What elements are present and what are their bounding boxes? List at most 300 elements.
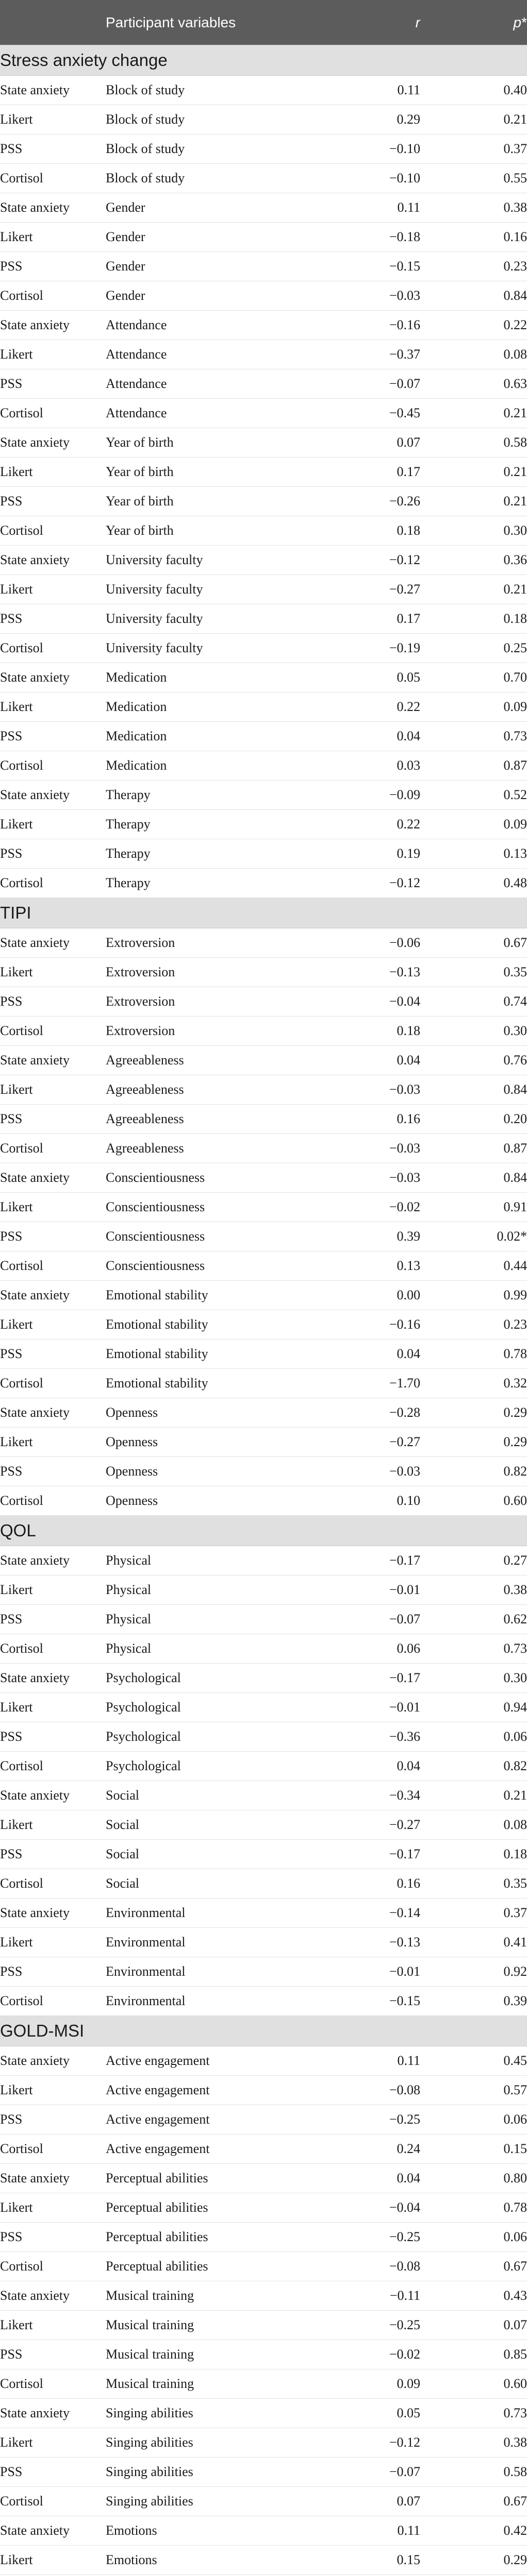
cell-participant-variable: Social [106, 1840, 322, 1869]
cell-r: −0.27 [322, 575, 420, 604]
cell-p: 0.84 [420, 1075, 527, 1105]
cell-r: −0.12 [322, 869, 420, 898]
table-row [0, 810, 527, 839]
table-row [0, 2252, 527, 2281]
cell-r: −0.02 [322, 2340, 420, 2369]
cell-p: 0.06 [420, 2223, 527, 2252]
cell-p: 0.63 [420, 369, 527, 399]
cell-r: −0.25 [322, 2223, 420, 2252]
cell-participant-variable: Emotional stability [106, 1340, 322, 1369]
section-title: GOLD-MSI [0, 2016, 527, 2046]
cell-p: 0.29 [420, 2546, 527, 2575]
cell-r: 0.22 [322, 692, 420, 722]
cell-participant-variable: University faculty [106, 575, 322, 604]
cell-r: −0.03 [322, 1163, 420, 1193]
cell-participant-variable: Attendance [106, 399, 322, 428]
cell-participant-variable: Conscientiousness [106, 1251, 322, 1281]
cell-participant-variable: University faculty [106, 546, 322, 575]
table-row [0, 1075, 527, 1105]
cell-measure: Likert [0, 1928, 106, 1957]
cell-p: 0.99 [420, 1281, 527, 1310]
cell-participant-variable: Gender [106, 193, 322, 223]
table-row [0, 928, 527, 958]
cell-participant-variable: Active engagement [106, 2076, 322, 2105]
cell-p: 0.25 [420, 634, 527, 663]
cell-r: 0.07 [322, 428, 420, 457]
cell-r: 0.11 [322, 193, 420, 223]
cell-p: 0.30 [420, 1664, 527, 1693]
table-row [0, 340, 527, 369]
table-row [0, 1781, 527, 1810]
cell-p: 0.67 [420, 2487, 527, 2516]
cell-measure: Cortisol [0, 2252, 106, 2281]
cell-p: 0.09 [420, 810, 527, 839]
cell-measure: PSS [0, 604, 106, 634]
table-row [0, 1546, 527, 1575]
cell-p: 0.38 [420, 2428, 527, 2458]
cell-participant-variable: Medication [106, 663, 322, 692]
cell-measure: Likert [0, 2311, 106, 2340]
cell-p: 0.87 [420, 1134, 527, 1163]
cell-r: −0.13 [322, 1928, 420, 1957]
cell-p: 0.27 [420, 1546, 527, 1575]
cell-measure: PSS [0, 987, 106, 1016]
table-row [0, 1428, 527, 1457]
table-row [0, 634, 527, 663]
cell-participant-variable: Medication [106, 722, 322, 751]
cell-r: −0.17 [322, 1546, 420, 1575]
cell-measure: State anxiety [0, 2046, 106, 2076]
cell-r: −0.28 [322, 1398, 420, 1428]
cell-p: 0.18 [420, 604, 527, 634]
cell-r: 0.04 [322, 2164, 420, 2193]
cell-measure: PSS [0, 487, 106, 516]
table-row [0, 2428, 527, 2458]
cell-r: 0.04 [322, 1046, 420, 1075]
header-p-star: * [521, 14, 527, 30]
cell-p: 0.39 [420, 1987, 527, 2016]
cell-p: 0.73 [420, 2399, 527, 2428]
cell-participant-variable: Extroversion [106, 1016, 322, 1046]
cell-measure: Cortisol [0, 751, 106, 781]
table-row [0, 1987, 527, 2016]
cell-p: 0.84 [420, 1163, 527, 1193]
cell-measure: Likert [0, 2546, 106, 2575]
table-row [0, 1163, 527, 1193]
cell-measure: State anxiety [0, 311, 106, 340]
table-row [0, 839, 527, 869]
cell-p: 0.21 [420, 105, 527, 134]
cell-p: 0.38 [420, 193, 527, 223]
cell-measure: Cortisol [0, 1251, 106, 1281]
cell-measure: Likert [0, 810, 106, 839]
cell-p: 0.35 [420, 958, 527, 987]
table-row [0, 2311, 527, 2340]
table-row [0, 2516, 527, 2546]
cell-r: −0.03 [322, 1134, 420, 1163]
cell-p: 0.13 [420, 839, 527, 869]
table-row [0, 1222, 527, 1251]
cell-r: 0.24 [322, 2134, 420, 2164]
cell-r: −0.09 [322, 781, 420, 810]
cell-p: 0.22 [420, 311, 527, 340]
cell-p: 0.35 [420, 1869, 527, 1899]
cell-p: 0.78 [420, 1340, 527, 1369]
table-row [0, 751, 527, 781]
cell-r: 0.11 [322, 2516, 420, 2546]
cell-measure: PSS [0, 1722, 106, 1752]
cell-r: 0.16 [322, 1105, 420, 1134]
cell-measure: PSS [0, 2223, 106, 2252]
cell-p: 0.94 [420, 1693, 527, 1722]
section-title: QOL [0, 1516, 527, 1546]
cell-p: 0.43 [420, 2281, 527, 2311]
cell-p: 0.45 [420, 2046, 527, 2076]
table-row [0, 399, 527, 428]
cell-measure: Cortisol [0, 634, 106, 663]
cell-participant-variable: Conscientiousness [106, 1193, 322, 1222]
cell-r: −0.07 [322, 1605, 420, 1634]
cell-r: −0.37 [322, 340, 420, 369]
table-row [0, 252, 527, 281]
cell-r: −0.17 [322, 1664, 420, 1693]
cell-p: 0.78 [420, 2193, 527, 2223]
cell-p: 0.36 [420, 546, 527, 575]
cell-measure: State anxiety [0, 2281, 106, 2311]
table-row [0, 604, 527, 634]
cell-measure: PSS [0, 2458, 106, 2487]
cell-p: 0.09 [420, 692, 527, 722]
section-title: TIPI [0, 898, 527, 928]
table-row [0, 2487, 527, 2516]
cell-participant-variable: Active engagement [106, 2134, 322, 2164]
table-row [0, 1281, 527, 1310]
cell-r: −0.02 [322, 1193, 420, 1222]
table-row [0, 2546, 527, 2575]
cell-p: 0.15 [420, 2134, 527, 2164]
cell-measure: Cortisol [0, 1369, 106, 1398]
cell-measure: PSS [0, 1222, 106, 1251]
cell-measure: Likert [0, 575, 106, 604]
cell-measure: PSS [0, 722, 106, 751]
cell-participant-variable: Emotional stability [106, 1281, 322, 1310]
cell-p: 0.40 [420, 76, 527, 105]
table-header-row [0, 0, 527, 45]
cell-measure: State anxiety [0, 1664, 106, 1693]
cell-p: 0.92 [420, 1957, 527, 1987]
table-row [0, 281, 527, 311]
cell-r: −0.45 [322, 399, 420, 428]
table-row [0, 869, 527, 898]
cell-p: 0.20 [420, 1105, 527, 1134]
cell-participant-variable: Year of birth [106, 487, 322, 516]
cell-measure: State anxiety [0, 928, 106, 958]
table-row [0, 2105, 527, 2134]
cell-p: 0.29 [420, 1428, 527, 1457]
cell-p: 0.07 [420, 2311, 527, 2340]
cell-p: 0.16 [420, 223, 527, 252]
table-row [0, 2076, 527, 2105]
cell-measure: PSS [0, 1105, 106, 1134]
cell-participant-variable: Block of study [106, 134, 322, 164]
cell-measure: Cortisol [0, 2134, 106, 2164]
cell-r: −0.03 [322, 281, 420, 311]
cell-measure: State anxiety [0, 1398, 106, 1428]
header-r: r [322, 0, 420, 45]
table-row [0, 1840, 527, 1869]
cell-participant-variable: Environmental [106, 1928, 322, 1957]
cell-measure: Cortisol [0, 1486, 106, 1516]
cell-measure: Likert [0, 1193, 106, 1222]
cell-r: 0.15 [322, 2546, 420, 2575]
cell-measure: Cortisol [0, 281, 106, 311]
cell-participant-variable: Environmental [106, 1987, 322, 2016]
cell-measure: State anxiety [0, 193, 106, 223]
cell-measure: State anxiety [0, 2516, 106, 2546]
cell-r: −0.36 [322, 1722, 420, 1752]
cell-r: 0.13 [322, 1251, 420, 1281]
table-row [0, 781, 527, 810]
table-row [0, 1369, 527, 1398]
cell-participant-variable: Emotional stability [106, 1310, 322, 1340]
cell-p: 0.18 [420, 1840, 527, 1869]
cell-r: 0.17 [322, 604, 420, 634]
header-p [420, 0, 527, 45]
cell-r: 0.11 [322, 2046, 420, 2076]
cell-p: 0.29 [420, 1398, 527, 1428]
table-row [0, 2399, 527, 2428]
cell-r: −0.18 [322, 223, 420, 252]
cell-r: −0.16 [322, 1310, 420, 1340]
cell-p: 0.08 [420, 340, 527, 369]
cell-r: −0.04 [322, 987, 420, 1016]
cell-p: 0.37 [420, 134, 527, 164]
cell-participant-variable: Singing abilities [106, 2487, 322, 2516]
cell-participant-variable: Emotional stability [106, 1369, 322, 1398]
table-row [0, 311, 527, 340]
cell-r: 0.04 [322, 722, 420, 751]
cell-measure: State anxiety [0, 2399, 106, 2428]
cell-r: 0.03 [322, 751, 420, 781]
cell-participant-variable: Openness [106, 1428, 322, 1457]
cell-r: 0.11 [322, 76, 420, 105]
cell-measure: State anxiety [0, 663, 106, 692]
table-row [0, 722, 527, 751]
table-row [0, 1340, 527, 1369]
table-row [0, 1899, 527, 1928]
cell-p: 0.21 [420, 1781, 527, 1810]
cell-participant-variable: Social [106, 1869, 322, 1899]
cell-p: 0.82 [420, 1752, 527, 1781]
cell-participant-variable: Therapy [106, 869, 322, 898]
cell-p: 0.44 [420, 1251, 527, 1281]
cell-participant-variable: Medication [106, 692, 322, 722]
cell-r: −0.06 [322, 928, 420, 958]
cell-p: 0.80 [420, 2164, 527, 2193]
table-row [0, 1957, 527, 1987]
cell-p: 0.30 [420, 516, 527, 546]
table-row [0, 2046, 527, 2076]
cell-participant-variable: Openness [106, 1486, 322, 1516]
cell-p: 0.91 [420, 1193, 527, 1222]
cell-participant-variable: Attendance [106, 340, 322, 369]
cell-measure: Likert [0, 2428, 106, 2458]
table-row [0, 1457, 527, 1486]
cell-r: 0.04 [322, 1752, 420, 1781]
cell-r: 0.19 [322, 839, 420, 869]
table-row [0, 2458, 527, 2487]
cell-participant-variable: Conscientiousness [106, 1222, 322, 1251]
cell-participant-variable: Active engagement [106, 2105, 322, 2134]
cell-measure: PSS [0, 1957, 106, 1987]
section-header-row [0, 45, 527, 76]
table-row [0, 1810, 527, 1840]
cell-participant-variable: Medication [106, 751, 322, 781]
cell-p: 0.70 [420, 663, 527, 692]
cell-measure: Cortisol [0, 1134, 106, 1163]
section-header-row [0, 1516, 527, 1546]
cell-participant-variable: Emotions [106, 2546, 322, 2575]
cell-p: 0.21 [420, 399, 527, 428]
table-row [0, 2281, 527, 2311]
cell-p: 0.37 [420, 1899, 527, 1928]
cell-p: 0.38 [420, 1575, 527, 1605]
cell-participant-variable: Perceptual abilities [106, 2193, 322, 2223]
cell-participant-variable: Emotions [106, 2516, 322, 2546]
table-row [0, 1693, 527, 1722]
cell-measure: PSS [0, 839, 106, 869]
table-row [0, 663, 527, 692]
cell-r: −0.17 [322, 1840, 420, 1869]
cell-r: −0.13 [322, 958, 420, 987]
cell-measure: Cortisol [0, 1752, 106, 1781]
cell-r: −0.25 [322, 2105, 420, 2134]
table-row [0, 958, 527, 987]
cell-participant-variable: Therapy [106, 781, 322, 810]
table-row [0, 546, 527, 575]
cell-participant-variable: Physical [106, 1605, 322, 1634]
cell-measure: State anxiety [0, 2164, 106, 2193]
cell-r: −0.14 [322, 1899, 420, 1928]
cell-measure: Likert [0, 1075, 106, 1105]
cell-r: 0.22 [322, 810, 420, 839]
cell-p: 0.57 [420, 2076, 527, 2105]
cell-p: 0.58 [420, 428, 527, 457]
cell-measure: Likert [0, 223, 106, 252]
table-row [0, 1105, 527, 1134]
cell-participant-variable: Singing abilities [106, 2399, 322, 2428]
table-row [0, 1664, 527, 1693]
cell-participant-variable: Openness [106, 1398, 322, 1428]
cell-participant-variable: Extroversion [106, 987, 322, 1016]
cell-measure: Cortisol [0, 1634, 106, 1664]
cell-measure: PSS [0, 1840, 106, 1869]
table-row [0, 1016, 527, 1046]
table-row [0, 575, 527, 604]
cell-r: −0.27 [322, 1810, 420, 1840]
cell-participant-variable: Psychological [106, 1752, 322, 1781]
cell-p: 0.73 [420, 722, 527, 751]
table-row [0, 164, 527, 193]
cell-participant-variable: Social [106, 1810, 322, 1840]
cell-r: −0.08 [322, 2252, 420, 2281]
cell-measure: State anxiety [0, 1281, 106, 1310]
cell-measure: Likert [0, 1428, 106, 1457]
cell-r: −1.70 [322, 1369, 420, 1398]
cell-participant-variable: Physical [106, 1546, 322, 1575]
table-body [0, 45, 527, 2576]
cell-participant-variable: Therapy [106, 810, 322, 839]
cell-measure: State anxiety [0, 1163, 106, 1193]
cell-participant-variable: Perceptual abilities [106, 2223, 322, 2252]
cell-participant-variable: Singing abilities [106, 2428, 322, 2458]
cell-p: 0.32 [420, 1369, 527, 1398]
cell-participant-variable: Agreeableness [106, 1134, 322, 1163]
table-row [0, 1486, 527, 1516]
cell-p: 0.21 [420, 457, 527, 487]
cell-r: 0.05 [322, 663, 420, 692]
cell-measure: Cortisol [0, 516, 106, 546]
cell-measure: Cortisol [0, 399, 106, 428]
cell-measure: PSS [0, 1457, 106, 1486]
cell-participant-variable: Environmental [106, 1957, 322, 1987]
table-row [0, 1722, 527, 1752]
cell-p: 0.82 [420, 1457, 527, 1486]
cell-p: 0.60 [420, 1486, 527, 1516]
cell-measure: PSS [0, 134, 106, 164]
cell-participant-variable: Agreeableness [106, 1046, 322, 1075]
cell-participant-variable: Gender [106, 281, 322, 311]
cell-measure: PSS [0, 252, 106, 281]
table-row [0, 1634, 527, 1664]
cell-measure: Cortisol [0, 869, 106, 898]
table-row [0, 2223, 527, 2252]
cell-r: −0.07 [322, 2458, 420, 2487]
cell-participant-variable: Extroversion [106, 928, 322, 958]
cell-measure: Likert [0, 105, 106, 134]
cell-measure: Cortisol [0, 1869, 106, 1899]
cell-p: 0.21 [420, 575, 527, 604]
cell-participant-variable: Gender [106, 223, 322, 252]
cell-r: −0.34 [322, 1781, 420, 1810]
cell-participant-variable: Gender [106, 252, 322, 281]
cell-participant-variable: Musical training [106, 2281, 322, 2311]
table-row [0, 134, 527, 164]
cell-measure: Cortisol [0, 1016, 106, 1046]
table-row [0, 2369, 527, 2399]
table-row [0, 1134, 527, 1163]
cell-measure: State anxiety [0, 1899, 106, 1928]
cell-r: 0.29 [322, 105, 420, 134]
cell-participant-variable: Block of study [106, 164, 322, 193]
table-row [0, 223, 527, 252]
cell-measure: State anxiety [0, 76, 106, 105]
cell-participant-variable: Perceptual abilities [106, 2164, 322, 2193]
cell-p: 0.73 [420, 1634, 527, 1664]
cell-participant-variable: Openness [106, 1457, 322, 1486]
cell-measure: Likert [0, 340, 106, 369]
cell-p: 0.08 [420, 1810, 527, 1840]
cell-p: 0.67 [420, 2252, 527, 2281]
cell-measure: Cortisol [0, 2487, 106, 2516]
cell-measure: Likert [0, 2076, 106, 2105]
cell-p: 0.85 [420, 2340, 527, 2369]
cell-measure: State anxiety [0, 428, 106, 457]
cell-p: 0.87 [420, 751, 527, 781]
table-row [0, 1575, 527, 1605]
cell-participant-variable: Physical [106, 1634, 322, 1664]
cell-measure: Likert [0, 457, 106, 487]
